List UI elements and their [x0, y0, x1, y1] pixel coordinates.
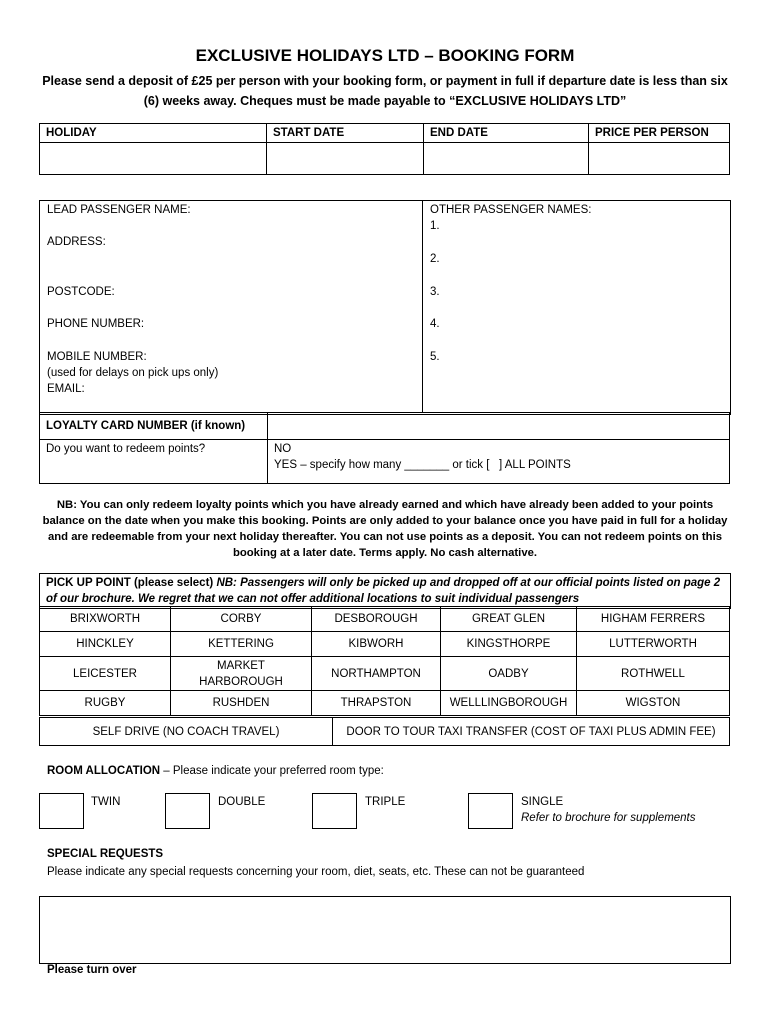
special-requests-heading: SPECIAL REQUESTS	[47, 848, 164, 860]
nb-notice: NB: You can only redeem loyalty points which you have already earned and which have already been added to your points balance on the date when you make this booking. Points are only added to your balance once you have paid in full for a holiday and are redeemable from your next holiday thereafter. You can not use points as a deposit. You can not redeem points on this booking at a later date. Terms apply. No cash alternative.	[42, 499, 728, 559]
pickup-option[interactable]: KINGSTHORPE	[441, 632, 577, 657]
other-passenger-1[interactable]: 1.	[430, 220, 440, 232]
end-date-field[interactable]	[424, 143, 589, 175]
single-label: SINGLE	[521, 796, 564, 808]
single-checkbox[interactable]	[468, 793, 513, 829]
other-passenger-names-label: OTHER PASSENGER NAMES:	[430, 204, 592, 216]
mobile-note: (used for delays on pick ups only)	[47, 367, 219, 379]
loyalty-card-label: LOYALTY CARD NUMBER (if known)	[40, 413, 268, 440]
triple-label: TRIPLE	[365, 796, 406, 808]
pickup-option[interactable]: BRIXWORTH	[40, 607, 171, 632]
end-date-header: END DATE	[424, 124, 589, 143]
room-allocation-heading: ROOM ALLOCATION	[47, 765, 161, 777]
passenger-divider	[422, 200, 423, 413]
price-header: PRICE PER PERSON	[589, 124, 730, 143]
pickup-option[interactable]: DESBOROUGH	[312, 607, 441, 632]
address-field[interactable]: ADDRESS:	[47, 236, 106, 248]
other-passenger-3[interactable]: 3.	[430, 286, 440, 298]
redeem-options[interactable]	[268, 440, 730, 484]
pickup-option[interactable]: WIGSTON	[577, 691, 730, 716]
pickup-option[interactable]: RUGBY	[40, 691, 171, 716]
passenger-box	[39, 200, 731, 415]
mobile-number-field[interactable]: MOBILE NUMBER:	[47, 351, 147, 363]
pickup-option[interactable]: GREAT GLEN	[441, 607, 577, 632]
pickup-option[interactable]: MARKET HARBOROUGH	[171, 657, 312, 691]
price-field[interactable]	[589, 143, 730, 175]
redeem-yes-option[interactable]: YES – specify how many _______ or tick [ ] ALL POINTS	[274, 459, 571, 471]
double-label: DOUBLE	[218, 796, 266, 808]
other-passenger-2[interactable]: 2.	[430, 253, 440, 265]
pickup-note: NB: Passengers will only be picked up and dropped off at our official points listed on page 2 of our brochure. We regret that we can not offer additional locations to suit individual passengers	[46, 577, 721, 605]
pickup-option[interactable]: KIBWORH	[312, 632, 441, 657]
single-supplement-note: Refer to brochure for supplements	[521, 812, 696, 824]
redeem-label: Do you want to redeem points?	[40, 440, 268, 484]
self-drive-option[interactable]: SELF DRIVE (NO COACH TRAVEL)	[40, 718, 333, 746]
postcode-field[interactable]: POSTCODE:	[47, 286, 115, 298]
twin-label: TWIN	[91, 796, 121, 808]
door-to-tour-option[interactable]: DOOR TO TOUR TAXI TRANSFER (COST OF TAXI PLUS ADMIN FEE)	[333, 718, 730, 746]
pickup-option[interactable]: LUTTERWORTH	[577, 632, 730, 657]
triple-checkbox[interactable]	[312, 793, 357, 829]
room-allocation-line	[47, 765, 384, 777]
holiday-field[interactable]	[40, 143, 267, 175]
loyalty-table	[39, 412, 730, 484]
email-field[interactable]: EMAIL:	[47, 383, 85, 395]
intro-text: Please send a deposit of £25 per person with your booking form, or payment in full if departure date is less than six (6) weeks away. Cheques must be made payable to “EXCLUSIVE HOLIDAYS LTD”	[42, 74, 728, 108]
footer-note: Please turn over	[47, 964, 137, 976]
lead-passenger-name-field[interactable]: LEAD PASSENGER NAME:	[47, 204, 191, 216]
pickup-option[interactable]: HIGHAM FERRERS	[577, 607, 730, 632]
double-checkbox[interactable]	[165, 793, 210, 829]
travel-options-table	[39, 717, 730, 746]
pickup-option[interactable]: THRAPSTON	[312, 691, 441, 716]
phone-number-field[interactable]: PHONE NUMBER:	[47, 318, 145, 330]
form-title: EXCLUSIVE HOLIDAYS LTD – BOOKING FORM	[195, 46, 575, 65]
holiday-table	[39, 123, 730, 175]
other-passenger-5[interactable]: 5.	[430, 351, 440, 363]
pickup-points-table	[39, 606, 730, 716]
pickup-option[interactable]: RUSHDEN	[171, 691, 312, 716]
pickup-option[interactable]: WELLLINGBOROUGH	[441, 691, 577, 716]
room-allocation-instruction: – Please indicate your preferred room type:	[160, 765, 384, 777]
pickup-option[interactable]: LEICESTER	[40, 657, 171, 691]
special-requests-field[interactable]	[39, 896, 731, 964]
pickup-header-text	[46, 575, 726, 607]
special-requests-instruction: Please indicate any special requests concerning your room, diet, seats, etc. These can not be guaranteed	[47, 866, 585, 878]
other-passenger-4[interactable]: 4.	[430, 318, 440, 330]
pickup-option[interactable]: HINCKLEY	[40, 632, 171, 657]
pickup-option[interactable]: OADBY	[441, 657, 577, 691]
redeem-no-option[interactable]: NO	[274, 443, 292, 455]
pickup-option[interactable]: CORBY	[171, 607, 312, 632]
start-date-field[interactable]	[267, 143, 424, 175]
start-date-header: START DATE	[267, 124, 424, 143]
pickup-option[interactable]: KETTERING	[171, 632, 312, 657]
holiday-header: HOLIDAY	[40, 124, 267, 143]
pickup-option[interactable]: NORTHAMPTON	[312, 657, 441, 691]
pickup-heading: PICK UP POINT (please select)	[46, 577, 214, 589]
loyalty-card-field[interactable]	[268, 413, 730, 440]
pickup-option[interactable]: ROTHWELL	[577, 657, 730, 691]
twin-checkbox[interactable]	[39, 793, 84, 829]
